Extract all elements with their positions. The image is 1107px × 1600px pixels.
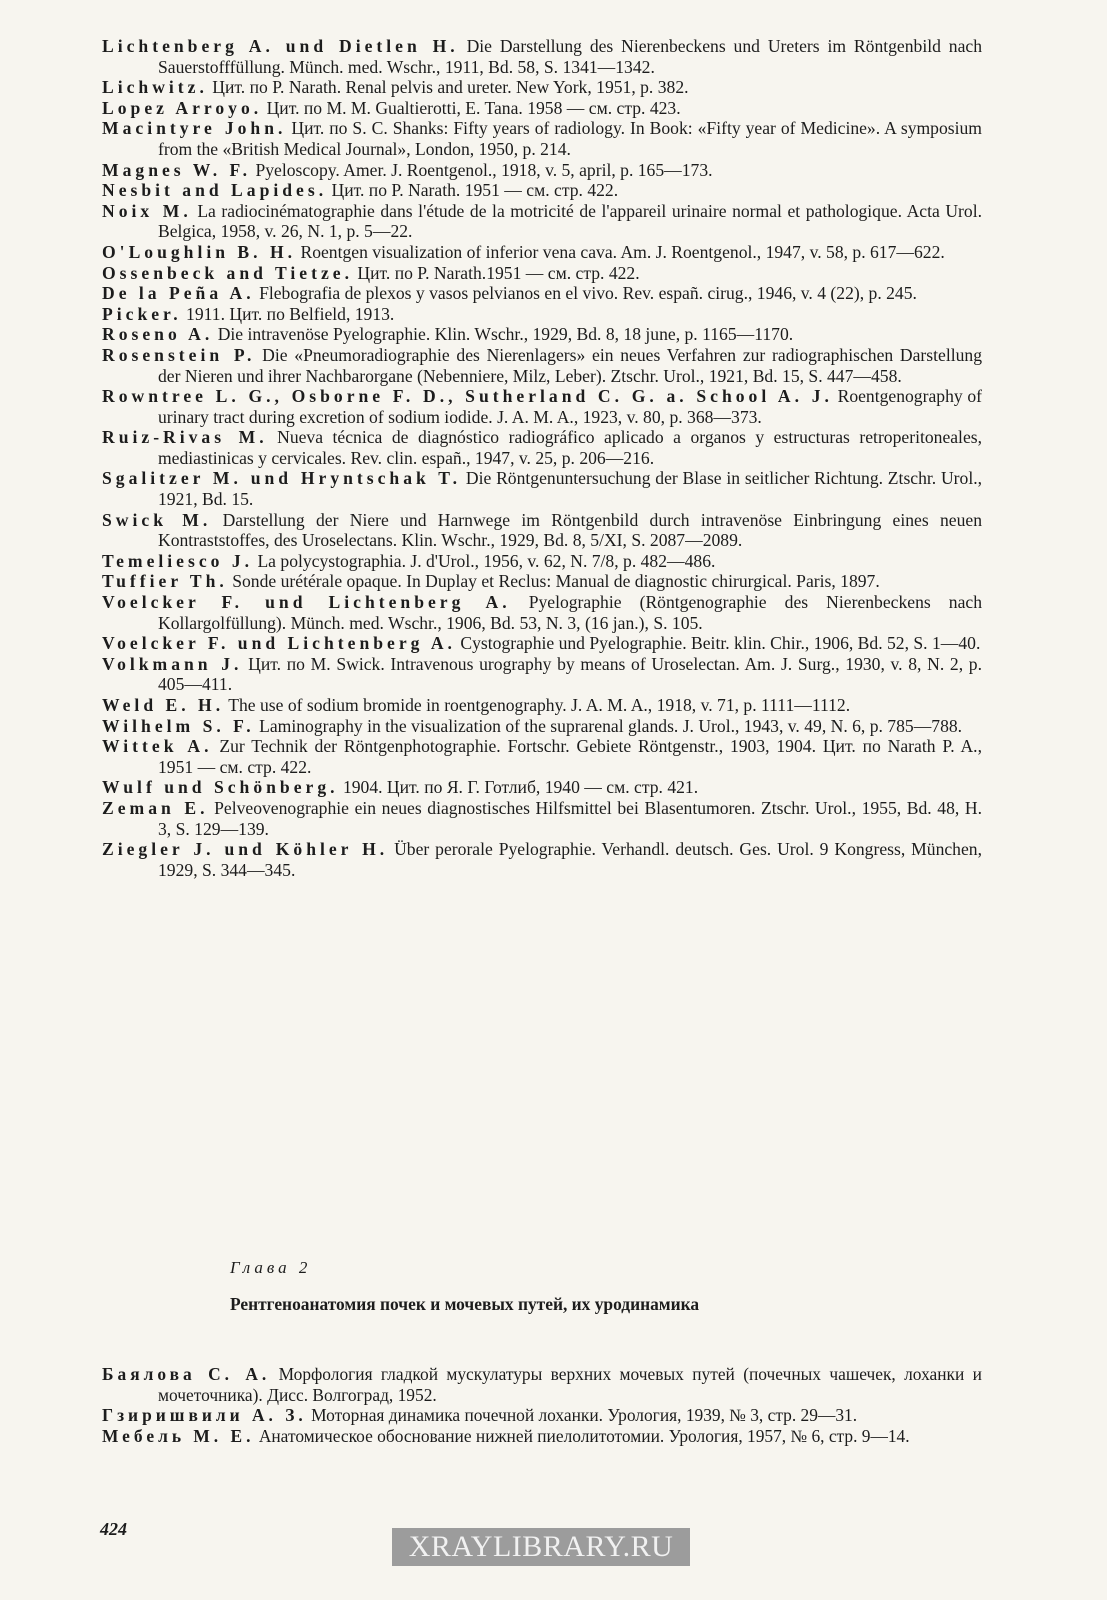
reference-author: Temeliesco J. xyxy=(102,550,254,571)
reference-entry xyxy=(102,1426,982,1447)
page-number: 424 xyxy=(100,1519,127,1539)
reference-entry xyxy=(102,551,982,572)
reference-author: Tuffier Th. xyxy=(102,571,228,592)
reference-text: Моторная динамика почечной лоханки. Урология, 1939, № 3, стр. 29—31. xyxy=(311,1405,858,1426)
reference-text: Roentgenography of urinary tract during excretion of sodium iodide. J. A. M. A., 1923, v. 80, p. 368—373. xyxy=(158,386,982,427)
reference-entry xyxy=(102,98,982,119)
reference-entry xyxy=(102,263,982,284)
reference-entry xyxy=(102,633,982,654)
reference-text: Цит. по P. Narath. Renal pelvis and ureter. New York, 1951, p. 382. xyxy=(212,77,689,98)
reference-entry xyxy=(102,1405,982,1426)
reference-text: Анатомическое обоснование нижней пиелолитотомии. Урология, 1957, № 6, стр. 9—14. xyxy=(258,1425,910,1446)
watermark: XRAYLIBRARY.RU xyxy=(392,1528,690,1566)
reference-author: Ossenbeck and Tietze. xyxy=(102,262,353,283)
reference-author: Rosenstein P. xyxy=(102,344,256,365)
reference-author: Volkmann J. xyxy=(102,653,243,674)
reference-entry xyxy=(102,777,982,798)
chapter-title: Рентгеноанатомия почек и мочевых путей, их уродинамика xyxy=(230,1294,700,1314)
reference-text: Die intravenöse Pyelographie. Klin. Wschr., 1929, Bd. 8, 18 june, p. 1165—1170. xyxy=(217,324,794,345)
reference-author: Rowntree L. G., Osborne F. D., Sutherland C. G. a. School A. J. xyxy=(102,386,833,407)
reference-list-chapter-2 xyxy=(102,1364,982,1446)
reference-entry xyxy=(102,242,982,263)
reference-entry xyxy=(102,36,982,77)
reference-list-chapter-1 xyxy=(102,36,982,880)
reference-author: Nesbit and Lapides. xyxy=(102,180,328,201)
reference-text: Цит. по S. C. Shanks: Fifty years of radiology. In Book: «Fifty year of Medicine». A symposium from the «British Medical Journal», London, 1950, p. 214. xyxy=(158,118,982,159)
reference-author: De la Peña A. xyxy=(102,283,255,304)
reference-entry xyxy=(102,654,982,695)
reference-author: Voelcker F. und Lichtenberg A. xyxy=(102,592,511,613)
reference-entry xyxy=(102,201,982,242)
reference-text: Cystographie und Pyelographie. Beitr. klin. Chir., 1906, Bd. 52, S. 1—40. xyxy=(460,633,981,654)
reference-entry xyxy=(102,592,982,633)
reference-text: Die Darstellung des Nierenbeckens und Ureters im Röntgenbild nach Sauerstofffüllung. Münch. med. Wschr., 1911, Bd. 58, S. 1341—1342. xyxy=(158,36,982,77)
reference-text: Roentgen visualization of inferior vena cava. Am. J. Roentgenol., 1947, v. 58, p. 617—622. xyxy=(300,241,945,262)
reference-entry xyxy=(102,839,982,880)
reference-author: Lichtenberg A. und Dietlen H. xyxy=(102,36,459,56)
reference-author: Zeman E. xyxy=(102,797,209,818)
reference-author: Ruiz-Rivas M. xyxy=(102,427,268,448)
reference-author: Voelcker F. und Lichtenberg A. xyxy=(102,633,456,654)
reference-text: Flebografia de plexos y vasos pelvianos en el vivo. Rev. españ. cirug., 1946, v. 4 (22), p. 245. xyxy=(259,283,917,304)
reference-text: Laminography in the visualization of the suprarenal glands. J. Urol., 1943, v. 49, N. 6, p. 785—788. xyxy=(259,715,963,736)
reference-text: Pelveovenographie ein neues diagnostisches Hilfsmittel bei Blasentumoren. Ztschr. Urol., 1955, Bd. 48, H. 3, S. 129—139. xyxy=(158,797,982,839)
reference-text: 1904. Цит. по Я. Г. Готлиб, 1940 — см. стр. 421. xyxy=(342,777,699,798)
reference-entry xyxy=(102,160,982,181)
reference-author: Wilhelm S. F. xyxy=(102,715,255,736)
reference-text: Die Röntgenuntersuchung der Blase in seitlicher Richtung. Ztschr. Urol., 1921, Bd. 15. xyxy=(158,468,983,510)
reference-author: Swick M. xyxy=(102,509,212,530)
reference-text: Pyelographie (Röntgenographie des Nierenbeckens nach Kollargolfüllung). Münch. med. Wschr., 1906, Bd. 53, N. 3, (16 jan.), S. 105. xyxy=(158,592,982,633)
reference-entry xyxy=(102,716,982,737)
reference-text: Pyeloscopy. Amer. J. Roentgenol., 1918, v. 5, april, p. 165—173. xyxy=(255,159,713,180)
reference-text: The use of sodium bromide in roentgenography. J. A. M. A., 1918, v. 71, p. 1111—1112. xyxy=(228,695,851,715)
reference-text: 1911. Цит. по Belfield, 1913. xyxy=(186,303,395,324)
reference-entry xyxy=(102,427,982,468)
reference-text: Darstellung der Niere und Harnwege im Röntgenbild durch intravenöse Einbringung eines neuen Kontraststoffes, des Uroselectans. Klin. Wschr., 1929, Bd. 8, 5/XI, S. 2087—2089. xyxy=(158,509,983,551)
reference-text: Цит. по P. Narath.1951 — см. стр. 422. xyxy=(357,262,640,283)
reference-author: Wulf und Schönberg. xyxy=(102,777,339,798)
reference-entry xyxy=(102,304,982,325)
reference-text: Über perorale Pyelographie. Verhandl. deutsch. Ges. Urol. 9 Kongress, München, 1929, S. 344—345. xyxy=(158,839,982,880)
chapter-label: Глава 2 xyxy=(230,1258,312,1277)
reference-entry xyxy=(102,386,982,427)
reference-author: Мебель М. Е. xyxy=(102,1425,255,1446)
reference-entry xyxy=(102,180,982,201)
reference-author: Ziegler J. und Köhler H. xyxy=(102,839,389,860)
reference-author: Lopez Arroyo. xyxy=(102,97,263,118)
reference-text: Zur Technik der Röntgenphotographie. Fortschr. Gebiete Röntgenstr., 1903, 1904. Цит. по Narath P. A., 1951 — см. стр. 422. xyxy=(158,736,982,777)
reference-entry xyxy=(102,118,982,159)
reference-text: Морфология гладкой мускулатуры верхних мочевых путей (почечных чашечек, лоханки и мочеточника). Дисс. Волгоград, 1952. xyxy=(158,1364,982,1405)
reference-text: Sonde urétérale opaque. In Duplay et Reclus: Manual de diagnostic chirurgical. Paris, 1897. xyxy=(232,571,880,592)
reference-entry xyxy=(102,571,982,592)
reference-entry xyxy=(102,736,982,777)
reference-text: Цит. по M. Swick. Intravenous urography by means of Uroselectan. Am. J. Surg., 1930, v. 8, N. 2, p. 405—411. xyxy=(158,653,982,695)
reference-author: Weld E. H. xyxy=(102,695,225,715)
reference-author: Wittek A. xyxy=(102,736,213,757)
reference-text: Nueva técnica de diagnóstico radiográfico aplicado a organos y estructuras retroperitoneales, mediastinicas y cervicales. Rev. clin. españ., 1947, v. 25, p. 206—216. xyxy=(158,427,982,468)
reference-text: La polycystographia. J. d'Urol., 1956, v. 62, N. 7/8, p. 482—486. xyxy=(257,550,716,571)
reference-text: Цит. по М. М. Gualtierotti, E. Tana. 1958 — см. стр. 423. xyxy=(266,97,681,118)
reference-entry xyxy=(102,324,982,345)
reference-author: Picker. xyxy=(102,303,182,324)
reference-entry xyxy=(102,345,982,386)
reference-author: Noix M. xyxy=(102,200,192,221)
reference-entry xyxy=(102,695,982,716)
reference-author: Macintyre John. xyxy=(102,118,287,139)
reference-entry xyxy=(102,468,982,509)
reference-author: Гзиришвили А. З. xyxy=(102,1405,307,1426)
reference-author: Баялова С. А. xyxy=(102,1364,271,1384)
reference-text: Die «Pneumoradiographie des Nierenlagers» ein neues Verfahren zur radiographischen Darstellung der Nieren und ihrer Nachbarorgane (Nebenniere, Milz, Leber). Ztschr. Urol., 1921, Bd. 15, S. 447—458. xyxy=(158,344,982,386)
reference-entry xyxy=(102,283,982,304)
reference-author: Sgalitzer M. und Hryntschak T. xyxy=(102,468,462,489)
reference-author: Lichwitz. xyxy=(102,77,208,98)
reference-entry xyxy=(102,510,982,551)
reference-author: Magnes W. F. xyxy=(102,159,252,180)
reference-text: La radiocinématographie dans l'étude de la motricité de l'appareil urinaire normal et pathologique. Acta Urol. Belgica, 1958, v. 26, N. 1, p. 5—22. xyxy=(158,200,982,242)
reference-author: O'Loughlin B. H. xyxy=(102,241,297,262)
reference-text: Цит. по P. Narath. 1951 — см. стр. 422. xyxy=(331,180,619,201)
reference-entry xyxy=(102,798,982,839)
reference-entry xyxy=(102,1364,982,1405)
reference-author: Roseno A. xyxy=(102,324,214,345)
reference-entry xyxy=(102,77,982,98)
